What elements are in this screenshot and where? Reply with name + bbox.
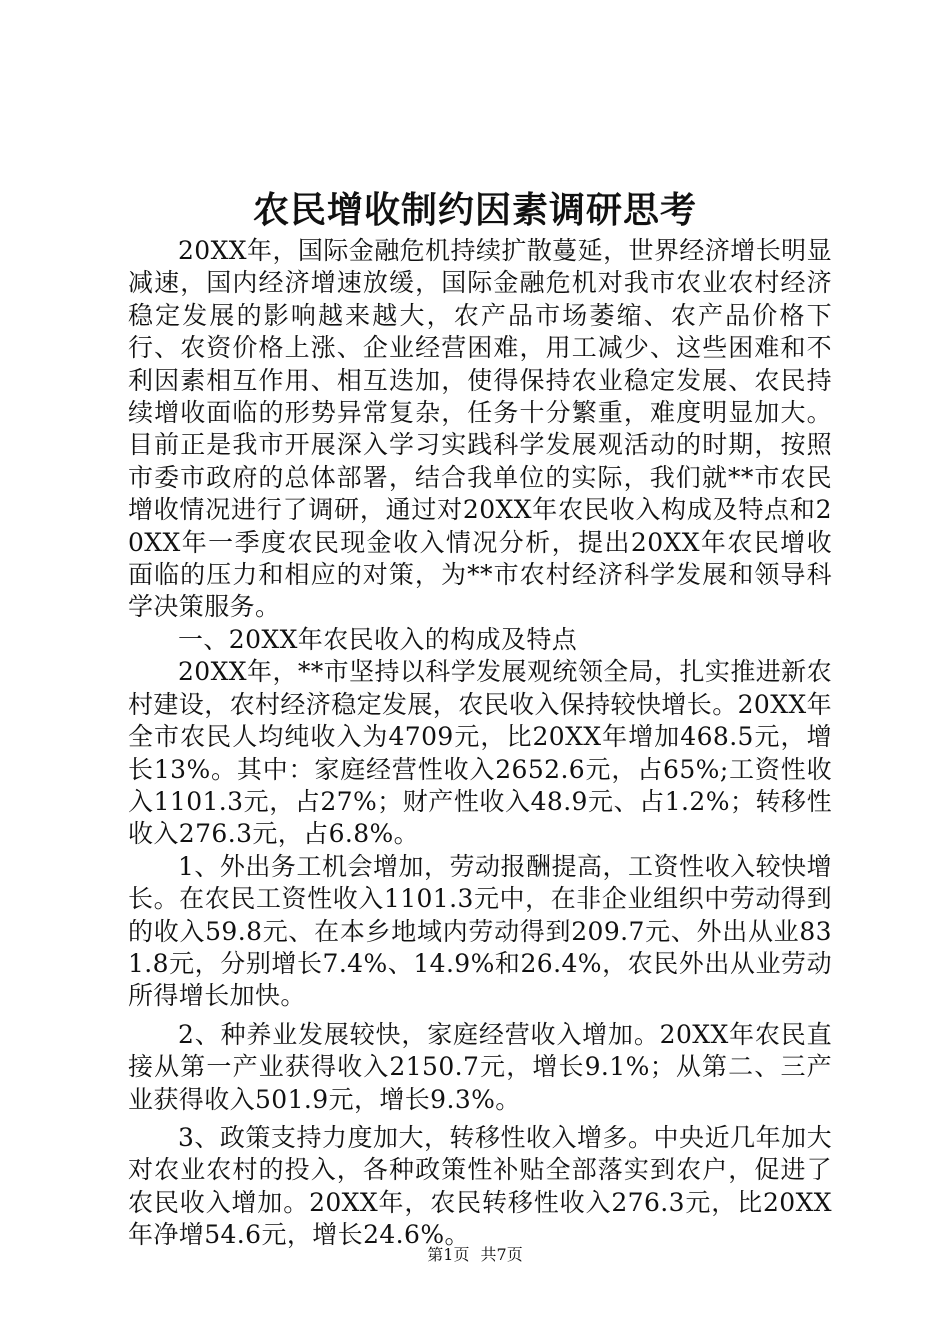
page-number: 第1页: [427, 1245, 470, 1264]
document-body: [128, 235, 832, 1252]
section-heading: 一、20XX年农民收入的构成及特点: [178, 624, 578, 654]
paragraph-point-2: 2、种养业发展较快，家庭经营收入增加。20XX年农民直接从第一产业获得收入2150.7元，增长9.1%；从第二、三产业获得收入501.9元，增长9.3%。: [128, 1019, 832, 1114]
paragraph-point-1: 1、外出务工机会增加，劳动报酬提高，工资性收入较快增长。在农民工资性收入1101.3元中，在非企业组织中劳动得到的收入59.8元、在本乡地域内劳动得到209.7元、外出从业831.8元，分别增长7.4%、14.9%和26.4%，农民外出从业劳动所得增长加快。: [128, 851, 832, 1011]
paragraph-point-3: 3、政策支持力度加大，转移性收入增多。中央近几年加大对农业农村的投入，各种政策性补贴全部落实到农户，促进了农民收入增加。20XX年，农民转移性收入276.3元，比20XX年净增54.6元，增长24.6%。: [128, 1122, 832, 1250]
page-footer: [0, 1245, 950, 1265]
page-total: 共7页: [480, 1245, 523, 1264]
document-title: 农民增收制约因素调研思考: [252, 189, 697, 231]
paragraph-intro: 20XX年，国际金融危机持续扩散蔓延，世界经济增长明显减速，国内经济增速放缓，国际金融危机对我市农业农村经济稳定发展的影响越来越大，农产品市场萎缩、农产品价格下行、农资价格上涨、企业经营困难，用工减少、这些困难和不利因素相互作用、相互迭加，使得保持农业稳定发展、农民持续增收面临的形势异常复杂，任务十分繁重，难度明显加大。目前正是我市开展深入学习实践科学发展观活动的时期，按照市委市政府的总体部署，结合我单位的实际，我们就**市农民增收情况进行了调研，通过对20XX年农民收入构成及特点和20XX年一季度农民现金收入情况分析，提出20XX年农民增收面临的压力和相应的对策，为**市农村经济科学发展和领导科学决策服务。: [128, 236, 832, 622]
paragraph-income-overview: 20XX年，**市坚持以科学发展观统领全局，扎实推进新农村建设，农村经济稳定发展，农民收入保持较快增长。20XX年全市农民人均纯收入为4709元，比20XX年增加468.5元，增长13%。其中：家庭经营性收入2652.6元，占65%;工资性收入1101.3元，占27%；财产性收入48.9元、占1.2%；转移性收入276.3元，占6.8%。: [128, 657, 833, 849]
